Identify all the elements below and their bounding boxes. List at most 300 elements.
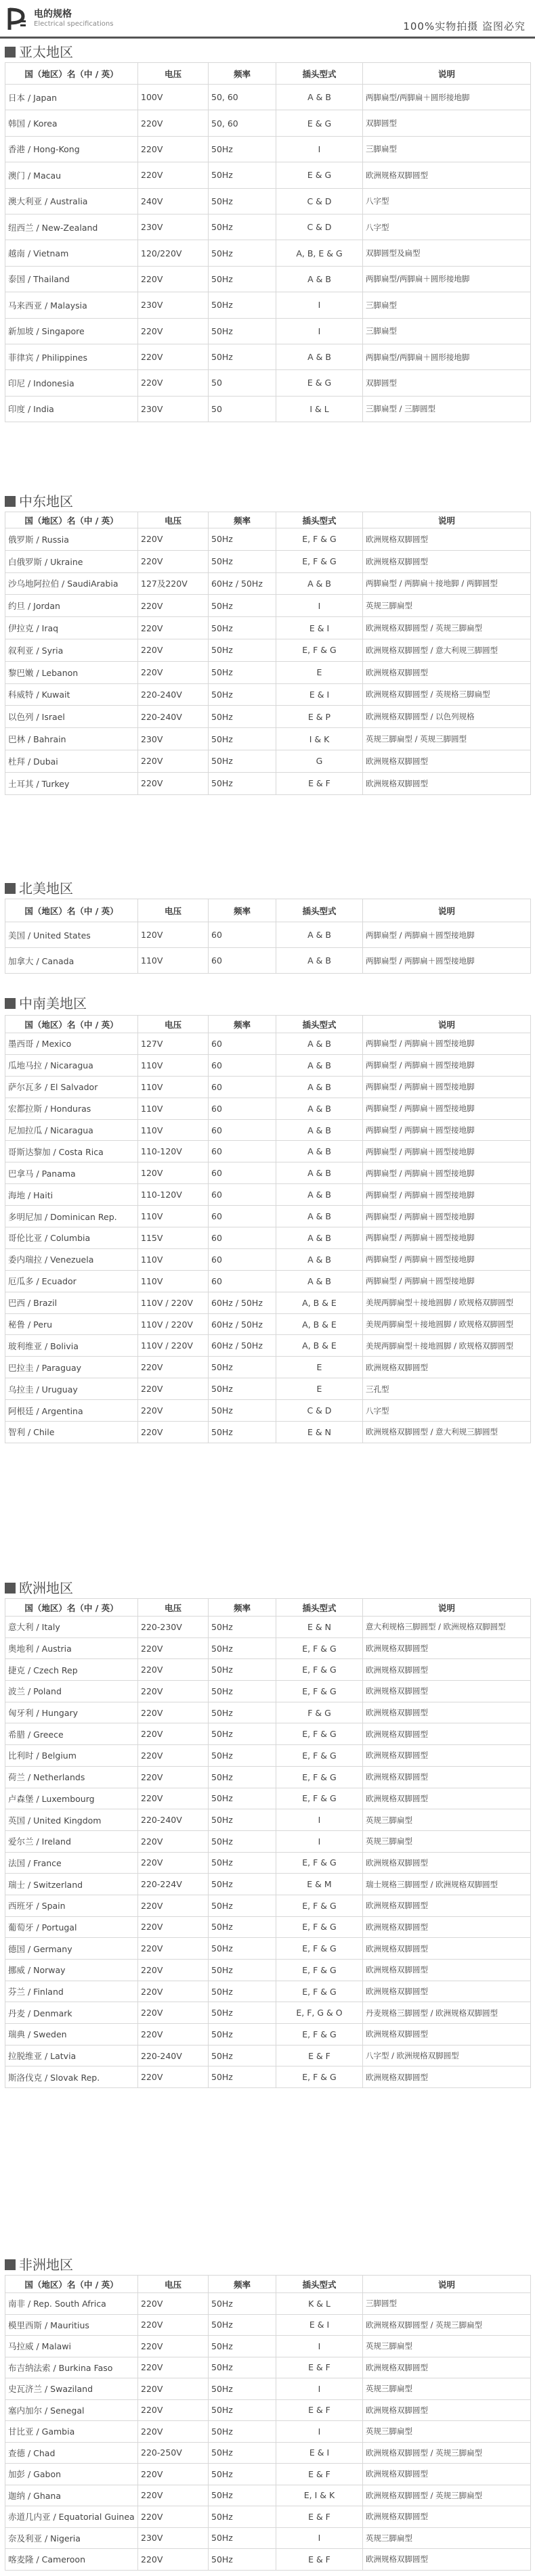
plug-type-cell: E & G xyxy=(276,162,363,188)
country-cell: 奈及利亚 / Nigeria xyxy=(5,2527,138,2549)
plug-type-cell: I xyxy=(276,2527,363,2549)
frequency-cell: 60Hz / 50Hz xyxy=(209,1313,276,1335)
note-cell: 欧洲规格双脚圆型 xyxy=(363,1702,531,1723)
plug-type-cell: E & M xyxy=(276,1874,363,1895)
table-row xyxy=(5,1938,531,1960)
header-divider xyxy=(0,37,535,39)
country-cell: 玻利维亚 / Bolivia xyxy=(5,1335,138,1357)
voltage-cell: 220V xyxy=(138,1916,209,1938)
table-row xyxy=(5,1960,531,1981)
country-cell: 奥地利 / Austria xyxy=(5,1637,138,1659)
voltage-cell: 230V xyxy=(138,2527,209,2549)
country-cell: 巴西 / Brazil xyxy=(5,1292,138,1313)
note-cell: 双脚圆型 xyxy=(363,370,531,396)
plug-type-cell: I xyxy=(276,2378,363,2400)
column-header: 说明 xyxy=(363,63,531,85)
table-row xyxy=(5,661,531,683)
page-header xyxy=(0,0,535,38)
note-cell: 美规两脚扁型＋接地圆脚 / 欧规格双脚圆型 xyxy=(363,1292,531,1313)
plug-type-cell: I xyxy=(276,2421,363,2443)
table-row xyxy=(5,292,531,318)
plug-type-cell: A & B xyxy=(276,1033,363,1055)
country-cell: 菲律宾 / Philippines xyxy=(5,344,138,369)
frequency-cell: 50Hz xyxy=(209,1702,276,1723)
column-header: 说明 xyxy=(363,2276,531,2293)
table-row xyxy=(5,396,531,422)
country-cell: 白俄罗斯 / Ukraine xyxy=(5,550,138,572)
country-cell: 土耳其 / Turkey xyxy=(5,772,138,794)
frequency-cell: 50Hz xyxy=(209,2378,276,2400)
table-row xyxy=(5,572,531,595)
frequency-cell: 50Hz xyxy=(209,1723,276,1745)
country-cell: 马拉威 / Malawi xyxy=(5,2336,138,2357)
voltage-cell: 230V xyxy=(138,292,209,318)
column-header: 说明 xyxy=(363,899,531,922)
note-cell: 欧洲规格双脚圆型 xyxy=(363,1745,531,1767)
table-row xyxy=(5,639,531,661)
frequency-cell: 50Hz xyxy=(209,1400,276,1422)
voltage-cell: 220V xyxy=(138,2024,209,2046)
plug-type-cell: E, F & G xyxy=(276,2066,363,2088)
spec-table xyxy=(5,899,531,974)
country-cell: 乌拉圭 / Uruguay xyxy=(5,1378,138,1400)
table-row xyxy=(5,1076,531,1098)
frequency-cell: 60 xyxy=(209,1162,276,1184)
frequency-cell: 50Hz xyxy=(209,706,276,728)
voltage-cell: 220-240V xyxy=(138,2045,209,2066)
frequency-cell: 60 xyxy=(209,1076,276,1098)
country-cell: 匈牙利 / Hungary xyxy=(5,1702,138,1723)
section-square-icon xyxy=(5,2259,16,2270)
frequency-cell: 50Hz xyxy=(209,1788,276,1809)
plug-type-cell: E & F xyxy=(276,2549,363,2571)
section-square-icon xyxy=(5,47,16,58)
table-row xyxy=(5,1723,531,1745)
plug-type-cell: G xyxy=(276,750,363,772)
frequency-cell: 50Hz xyxy=(209,661,276,683)
table-row xyxy=(5,110,531,136)
table-row xyxy=(5,1400,531,1422)
voltage-cell: 120V xyxy=(138,1162,209,1184)
plug-type-cell: A & B xyxy=(276,948,363,974)
section-title: 中南美地区 xyxy=(19,995,87,1012)
voltage-cell: 220-250V xyxy=(138,2442,209,2464)
plug-type-cell: E & I xyxy=(276,617,363,639)
voltage-cell: 220V xyxy=(138,1852,209,1874)
frequency-cell: 50, 60 xyxy=(209,85,276,110)
country-cell: 芬兰 / Finland xyxy=(5,1981,138,2002)
table-row xyxy=(5,728,531,750)
country-cell: 萨尔瓦多 / El Salvador xyxy=(5,1076,138,1098)
plug-type-cell: A, B & E xyxy=(276,1335,363,1357)
table-row xyxy=(5,1206,531,1227)
country-cell: 爱尔兰 / Ireland xyxy=(5,1830,138,1852)
brand-title: 电的规格 xyxy=(34,9,72,20)
note-cell: 两脚扁型 / 两脚扁＋圆型接地脚 xyxy=(363,948,531,974)
note-cell: 两脚扁型/两脚扁＋圆形接地脚 xyxy=(363,266,531,292)
note-cell: 两脚扁型 / 两脚扁＋接地脚 / 两脚圆型 xyxy=(363,572,531,595)
country-cell: 加彭 / Gabon xyxy=(5,2464,138,2485)
country-cell: 伊拉克 / Iraq xyxy=(5,617,138,639)
voltage-cell: 115V xyxy=(138,1227,209,1249)
country-cell: 查德 / Chad xyxy=(5,2442,138,2464)
column-header: 说明 xyxy=(363,1016,531,1033)
frequency-cell: 50Hz xyxy=(209,2024,276,2046)
column-header: 说明 xyxy=(363,1599,531,1617)
country-cell: 赤道几内亚 / Equatorial Guinea xyxy=(5,2506,138,2528)
voltage-cell: 220V xyxy=(138,639,209,661)
table-row xyxy=(5,1119,531,1141)
section-square-icon xyxy=(5,998,16,1009)
frequency-cell: 50Hz xyxy=(209,2045,276,2066)
region-section xyxy=(0,43,535,422)
voltage-cell: 220V xyxy=(138,136,209,162)
note-cell: 八字型 / 欧洲规格双脚圆型 xyxy=(363,2045,531,2066)
section-square-icon xyxy=(5,1583,16,1594)
country-cell: 丹麦 / Denmark xyxy=(5,2002,138,2024)
plug-type-cell: E & P xyxy=(276,706,363,728)
voltage-cell: 220V xyxy=(138,2378,209,2400)
brand-subtitle: Electrical specifications xyxy=(34,20,114,28)
section-heading xyxy=(0,995,535,1015)
table-row xyxy=(5,550,531,572)
note-cell: 欧洲规格双脚圆型 / 英规格三脚扁型 xyxy=(363,683,531,706)
plug-type-cell: E, F & G xyxy=(276,1895,363,1916)
table-row xyxy=(5,922,531,948)
country-cell: 阿根廷 / Argentina xyxy=(5,1400,138,1422)
note-cell: 三孔型 xyxy=(363,1378,531,1400)
plug-type-cell: E, F & G xyxy=(276,528,363,551)
voltage-cell: 220V xyxy=(138,750,209,772)
plug-type-cell: A & B xyxy=(276,1162,363,1184)
note-cell: 英规三脚扁型 xyxy=(363,2421,531,2443)
spec-table xyxy=(5,2275,531,2571)
table-row xyxy=(5,2045,531,2066)
frequency-cell: 60 xyxy=(209,922,276,948)
country-cell: 瑞典 / Sweden xyxy=(5,2024,138,2046)
country-cell: 迦纳 / Ghana xyxy=(5,2485,138,2506)
column-header: 频率 xyxy=(209,1016,276,1033)
table-row xyxy=(5,617,531,639)
frequency-cell: 50Hz xyxy=(209,1938,276,1960)
column-header: 国（地区）名（中 / 英） xyxy=(5,512,138,528)
note-cell: 欧洲规格双脚圆型 xyxy=(363,162,531,188)
frequency-cell: 50Hz xyxy=(209,1874,276,1895)
voltage-cell: 220V xyxy=(138,1895,209,1916)
plug-type-cell: C & D xyxy=(276,1400,363,1422)
voltage-cell: 110V / 220V xyxy=(138,1313,209,1335)
voltage-cell: 220-240V xyxy=(138,706,209,728)
note-cell: 欧洲规格双脚圆型 / 英规三脚扁型 xyxy=(363,617,531,639)
table-row xyxy=(5,1033,531,1055)
column-header: 插头型式 xyxy=(276,512,363,528)
country-cell: 印尼 / Indonesia xyxy=(5,370,138,396)
table-row xyxy=(5,1292,531,1313)
note-cell: 欧洲规格双脚圆型 xyxy=(363,1766,531,1788)
plug-type-cell: A & B xyxy=(276,1141,363,1162)
frequency-cell: 60 xyxy=(209,1119,276,1141)
plug-type-cell: F & G xyxy=(276,1702,363,1723)
frequency-cell: 50Hz xyxy=(209,2464,276,2485)
plug-type-cell: E & I xyxy=(276,683,363,706)
plug-type-cell: E, F & G xyxy=(276,1938,363,1960)
note-cell: 欧洲规格双脚圆型 / 意大利规三脚圆型 xyxy=(363,1422,531,1443)
table-header-row xyxy=(5,2276,531,2293)
note-cell: 欧洲规格双脚圆型 xyxy=(363,2066,531,2088)
frequency-cell: 60 xyxy=(209,1248,276,1270)
note-cell: 欧洲规格双脚圆型 xyxy=(363,2549,531,2571)
note-cell: 欧洲规格双脚圆型 xyxy=(363,1916,531,1938)
note-cell: 两脚扁型/两脚扁＋圆形接地脚 xyxy=(363,85,531,110)
voltage-cell: 110-120V xyxy=(138,1141,209,1162)
frequency-cell: 60 xyxy=(209,1184,276,1206)
voltage-cell: 230V xyxy=(138,214,209,240)
column-header: 国（地区）名（中 / 英） xyxy=(5,1599,138,1617)
frequency-cell: 50 xyxy=(209,370,276,396)
voltage-cell: 127及220V xyxy=(138,572,209,595)
note-cell: 两脚扁型 / 两脚扁＋圆型接地脚 xyxy=(363,1227,531,1249)
voltage-cell: 110V xyxy=(138,1076,209,1098)
country-cell: 委内瑞拉 / Venezuela xyxy=(5,1248,138,1270)
voltage-cell: 220V xyxy=(138,2357,209,2378)
frequency-cell: 50Hz xyxy=(209,1422,276,1443)
note-cell: 两脚扁型 / 两脚扁＋圆型接地脚 xyxy=(363,1184,531,1206)
plug-type-cell: A & B xyxy=(276,1206,363,1227)
table-row xyxy=(5,266,531,292)
table-row xyxy=(5,2399,531,2421)
country-cell: 黎巴嫩 / Lebanon xyxy=(5,661,138,683)
frequency-cell: 60 xyxy=(209,1270,276,1292)
voltage-cell: 220V xyxy=(138,1723,209,1745)
country-cell: 秘鲁 / Peru xyxy=(5,1313,138,1335)
note-cell: 欧洲规格双脚圆型 xyxy=(363,1938,531,1960)
frequency-cell: 50Hz xyxy=(209,1830,276,1852)
plug-type-cell: E, F & G xyxy=(276,639,363,661)
section-heading xyxy=(0,1579,535,1598)
voltage-cell: 220V xyxy=(138,1766,209,1788)
frequency-cell: 60 xyxy=(209,1098,276,1119)
country-cell: 瓜地马拉 / Nicaragua xyxy=(5,1054,138,1076)
table-row xyxy=(5,370,531,396)
table-row xyxy=(5,344,531,369)
frequency-cell: 50Hz xyxy=(209,1895,276,1916)
table-row xyxy=(5,1141,531,1162)
note-cell: 两脚扁型 / 两脚扁＋圆型接地脚 xyxy=(363,1098,531,1119)
country-cell: 澳大利亚 / Australia xyxy=(5,188,138,214)
section-heading xyxy=(0,43,535,62)
note-cell: 三脚扁型 xyxy=(363,292,531,318)
plug-type-cell: E & F xyxy=(276,2357,363,2378)
frequency-cell: 50Hz xyxy=(209,2399,276,2421)
country-cell: 布吉纳法索 / Burkina Faso xyxy=(5,2357,138,2378)
table-row xyxy=(5,1874,531,1895)
table-row xyxy=(5,1054,531,1076)
table-row xyxy=(5,2293,531,2315)
plug-type-cell: A & B xyxy=(276,85,363,110)
country-cell: 塞内加尔 / Senegal xyxy=(5,2399,138,2421)
note-cell: 欧洲规格双脚圆型 xyxy=(363,750,531,772)
frequency-cell: 60Hz / 50Hz xyxy=(209,572,276,595)
voltage-cell: 220V xyxy=(138,528,209,551)
table-row xyxy=(5,528,531,551)
country-cell: 新加坡 / Singapore xyxy=(5,318,138,344)
spec-table xyxy=(5,1598,531,2088)
note-cell: 瑞士规格三脚圆型 / 欧洲规格双脚圆型 xyxy=(363,1874,531,1895)
country-cell: 喀麦隆 / Cameroon xyxy=(5,2549,138,2571)
plug-type-cell: I xyxy=(276,1830,363,1852)
column-header: 插头型式 xyxy=(276,899,363,922)
table-row xyxy=(5,2442,531,2464)
table-row xyxy=(5,1830,531,1852)
region-section xyxy=(0,1579,535,2088)
frequency-cell: 50Hz xyxy=(209,2314,276,2336)
plug-type-cell: E, F & G xyxy=(276,1960,363,1981)
country-cell: 比利时 / Belgium xyxy=(5,1745,138,1767)
voltage-cell: 230V xyxy=(138,728,209,750)
column-header: 频率 xyxy=(209,899,276,922)
frequency-cell: 50Hz xyxy=(209,1659,276,1681)
section-heading xyxy=(0,493,535,512)
country-cell: 波兰 / Poland xyxy=(5,1681,138,1702)
plug-type-cell: E, F & G xyxy=(276,1659,363,1681)
frequency-cell: 50Hz xyxy=(209,2421,276,2443)
plug-type-cell: A & B xyxy=(276,1098,363,1119)
plug-type-cell: E & I xyxy=(276,2314,363,2336)
frequency-cell: 50Hz xyxy=(209,2002,276,2024)
frequency-cell: 50Hz xyxy=(209,1852,276,1874)
plug-type-cell: C & D xyxy=(276,214,363,240)
note-cell: 两脚扁型 / 两脚扁＋圆型接地脚 xyxy=(363,1248,531,1270)
plug-type-cell: A & B xyxy=(276,1248,363,1270)
voltage-cell: 110V / 220V xyxy=(138,1335,209,1357)
country-cell: 巴拉圭 / Paraguay xyxy=(5,1357,138,1378)
note-cell: 欧洲规格双脚圆型 xyxy=(363,1659,531,1681)
frequency-cell: 50Hz xyxy=(209,2357,276,2378)
voltage-cell: 220V xyxy=(138,110,209,136)
voltage-cell: 220V xyxy=(138,1745,209,1767)
voltage-cell: 220V xyxy=(138,1400,209,1422)
voltage-cell: 220V xyxy=(138,344,209,369)
note-cell: 两脚扁型 / 两脚扁＋圆型接地脚 xyxy=(363,922,531,948)
voltage-cell: 220V xyxy=(138,2485,209,2506)
table-row xyxy=(5,595,531,617)
frequency-cell: 60Hz / 50Hz xyxy=(209,1292,276,1313)
frequency-cell: 50Hz xyxy=(209,318,276,344)
plug-type-cell: A & B xyxy=(276,1119,363,1141)
plug-type-cell: E & F xyxy=(276,2399,363,2421)
note-cell: 两脚扁型 / 两脚扁＋圆型接地脚 xyxy=(363,1162,531,1184)
column-header: 国（地区）名（中 / 英） xyxy=(5,2276,138,2293)
country-cell: 挪威 / Norway xyxy=(5,1960,138,1981)
voltage-cell: 220V xyxy=(138,2506,209,2528)
country-cell: 葡萄牙 / Portugal xyxy=(5,1916,138,1938)
region-section xyxy=(0,493,535,795)
frequency-cell: 50Hz xyxy=(209,595,276,617)
country-cell: 南非 / Rep. South Africa xyxy=(5,2293,138,2315)
voltage-cell: 220V xyxy=(138,1659,209,1681)
frequency-cell: 50Hz xyxy=(209,2336,276,2357)
frequency-cell: 60Hz / 50Hz xyxy=(209,1335,276,1357)
voltage-cell: 220-224V xyxy=(138,1874,209,1895)
country-cell: 俄罗斯 / Russia xyxy=(5,528,138,551)
country-cell: 杜拜 / Dubai xyxy=(5,750,138,772)
plug-type-cell: E, F & G xyxy=(276,1916,363,1938)
spec-table xyxy=(5,62,531,422)
voltage-cell: 220V xyxy=(138,1378,209,1400)
plug-type-cell: E & N xyxy=(276,1617,363,1638)
voltage-cell: 110V / 220V xyxy=(138,1292,209,1313)
frequency-cell: 50Hz xyxy=(209,617,276,639)
country-cell: 厄瓜多 / Ecuador xyxy=(5,1270,138,1292)
note-cell: 欧洲规格双脚圆型 xyxy=(363,1637,531,1659)
table-row xyxy=(5,2357,531,2378)
country-cell: 约旦 / Jordan xyxy=(5,595,138,617)
region-section xyxy=(0,2256,535,2571)
frequency-cell: 50Hz xyxy=(209,240,276,266)
voltage-cell: 220V xyxy=(138,661,209,683)
country-cell: 史瓦济兰 / Swaziland xyxy=(5,2378,138,2400)
frequency-cell: 50Hz xyxy=(209,2527,276,2549)
note-cell: 英规三脚扁型 xyxy=(363,2378,531,2400)
country-cell: 越南 / Vietnam xyxy=(5,240,138,266)
table-row xyxy=(5,2549,531,2571)
frequency-cell: 60 xyxy=(209,1054,276,1076)
voltage-cell: 220V xyxy=(138,1422,209,1443)
table-row xyxy=(5,1184,531,1206)
voltage-cell: 110V xyxy=(138,1248,209,1270)
plug-type-cell: E, F & G xyxy=(276,1766,363,1788)
note-cell: 两脚扁型 / 两脚扁＋圆型接地脚 xyxy=(363,1141,531,1162)
table-row xyxy=(5,2464,531,2485)
note-cell: 三脚圆型 xyxy=(363,2293,531,2315)
frequency-cell: 60 xyxy=(209,1033,276,1055)
table-row xyxy=(5,240,531,266)
country-cell: 以色列 / Israel xyxy=(5,706,138,728)
country-cell: 希腊 / Greece xyxy=(5,1723,138,1745)
country-cell: 哥伦比亚 / Columbia xyxy=(5,1227,138,1249)
voltage-cell: 220-240V xyxy=(138,1809,209,1831)
frequency-cell: 50Hz xyxy=(209,550,276,572)
note-cell: 英规三脚扁型 xyxy=(363,2527,531,2549)
table-row xyxy=(5,2527,531,2549)
voltage-cell: 220V xyxy=(138,2066,209,2088)
country-cell: 美国 / United States xyxy=(5,922,138,948)
note-cell: 欧洲规格双脚圆型 xyxy=(363,1788,531,1809)
table-row xyxy=(5,1788,531,1809)
plug-type-cell: E & N xyxy=(276,1422,363,1443)
table-row xyxy=(5,2485,531,2506)
column-header: 频率 xyxy=(209,2276,276,2293)
note-cell: 欧洲规格双脚圆型 / 以色列规格 xyxy=(363,706,531,728)
table-row xyxy=(5,772,531,794)
table-row xyxy=(5,1637,531,1659)
frequency-cell: 50Hz xyxy=(209,1809,276,1831)
plug-type-cell: E, F & G xyxy=(276,1681,363,1702)
voltage-cell: 220V xyxy=(138,2002,209,2024)
note-cell: 欧洲规格双脚圆型 / 英规三脚扁型 xyxy=(363,2314,531,2336)
table-row xyxy=(5,1162,531,1184)
note-cell: 两脚扁型 / 两脚扁＋圆型接地脚 xyxy=(363,1119,531,1141)
plug-type-cell: E, F & G xyxy=(276,1852,363,1874)
frequency-cell: 60 xyxy=(209,1227,276,1249)
country-cell: 加拿大 / Canada xyxy=(5,948,138,974)
region-section xyxy=(0,995,535,1443)
frequency-cell: 60 xyxy=(209,1141,276,1162)
plug-type-cell: I xyxy=(276,318,363,344)
voltage-cell: 110V xyxy=(138,1098,209,1119)
plug-type-cell: E & G xyxy=(276,370,363,396)
table-row xyxy=(5,1248,531,1270)
